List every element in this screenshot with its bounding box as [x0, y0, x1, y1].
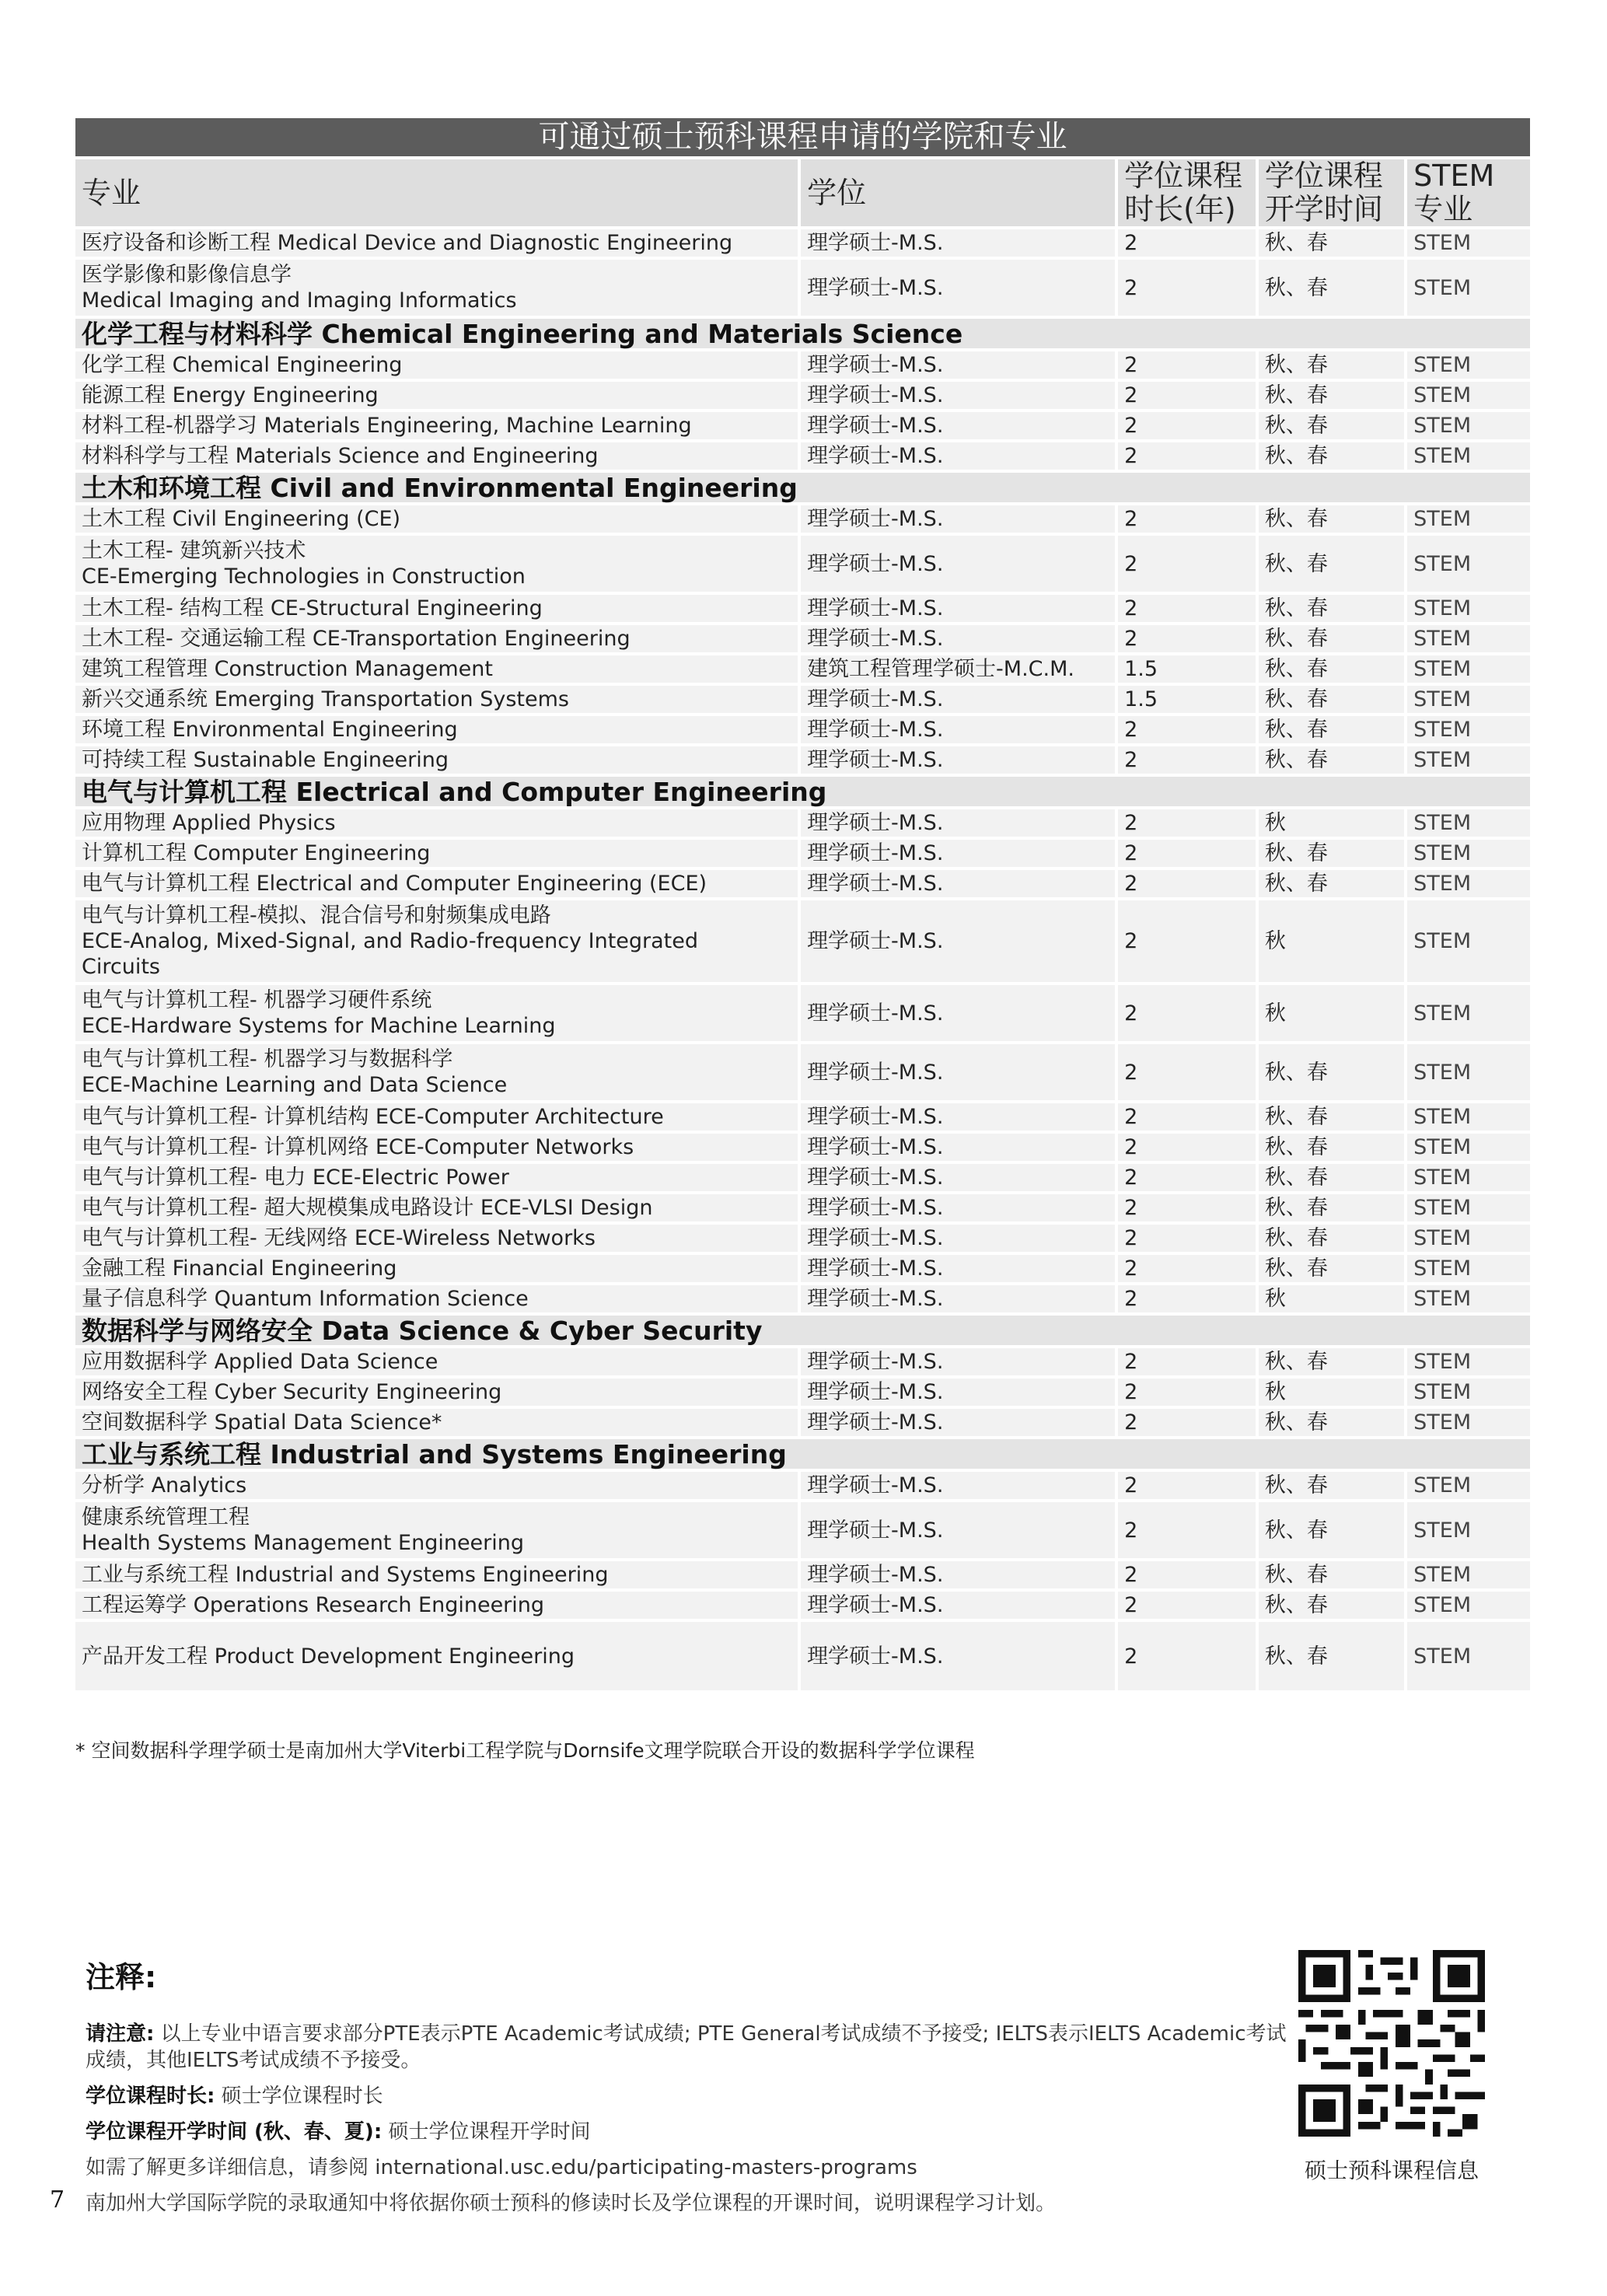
table-header-row: [75, 159, 1530, 226]
major-line: 应用物理 Applied Physics: [82, 811, 336, 835]
cell-degree: 理学硕士-M.S.: [801, 746, 1115, 774]
note-term: 学位课程开学时间 (秋、春、夏): 硕士学位课程开学时间: [86, 2120, 591, 2144]
cell-term: 秋、春: [1259, 1561, 1404, 1588]
table-row: [75, 1622, 1530, 1690]
cell-degree: 理学硕士-M.S.: [801, 1164, 1115, 1191]
category-title: 数据科学与网络安全 Data Science & Cyber Security: [75, 1316, 1530, 1345]
cell-degree: 理学硕士-M.S.: [801, 442, 1115, 470]
table-row: [75, 1379, 1530, 1406]
cell-stem: STEM: [1407, 536, 1530, 592]
cell-major: [75, 260, 798, 316]
table-title-row: [75, 118, 1530, 156]
cell-duration: 2: [1118, 1225, 1256, 1252]
category-title: 电气与计算机工程 Electrical and Computer Engineering: [75, 777, 1530, 806]
table-row: [75, 809, 1530, 837]
cell-stem: STEM: [1407, 1348, 1530, 1375]
cell-stem: STEM: [1407, 351, 1530, 379]
table-row: [75, 840, 1530, 867]
program-table: [72, 115, 1533, 1693]
cell-stem: STEM: [1407, 382, 1530, 409]
cell-term: 秋、春: [1259, 1255, 1404, 1282]
cell-term: 秋、春: [1259, 655, 1404, 683]
header-term: 学位课程 开学时间: [1259, 159, 1404, 226]
cell-stem: STEM: [1407, 1194, 1530, 1221]
major-line: 材料科学与工程 Materials Science and Engineering: [82, 444, 599, 468]
cell-degree: 理学硕士-M.S.: [801, 1502, 1115, 1558]
cell-major: [75, 442, 798, 470]
table-row: [75, 412, 1530, 439]
cell-duration: 2: [1118, 1409, 1256, 1436]
cell-major: [75, 1225, 798, 1252]
major-line: ECE-Hardware Systems for Machine Learning: [82, 1014, 556, 1038]
cell-major: [75, 351, 798, 379]
cell-stem: STEM: [1407, 1561, 1530, 1588]
cell-major: [75, 595, 798, 622]
cell-term: 秋、春: [1259, 351, 1404, 379]
major-line: 电气与计算机工程- 机器学习硬件系统: [82, 988, 432, 1012]
cell-duration: 2: [1118, 1044, 1256, 1100]
table-row: [75, 442, 1530, 470]
cell-duration: 1.5: [1118, 686, 1256, 713]
cell-major: [75, 655, 798, 683]
cell-major: [75, 1348, 798, 1375]
cell-duration: 2: [1118, 716, 1256, 743]
table-row: [75, 1194, 1530, 1221]
major-line: 电气与计算机工程 Electrical and Computer Engineering (ECE): [82, 872, 707, 896]
cell-term: 秋、春: [1259, 1194, 1404, 1221]
category-row: [75, 1316, 1530, 1345]
cell-degree: 理学硕士-M.S.: [801, 1561, 1115, 1588]
cell-degree: 理学硕士-M.S.: [801, 985, 1115, 1041]
table-row: [75, 536, 1530, 592]
cell-degree: 理学硕士-M.S.: [801, 1409, 1115, 1436]
cell-term: 秋、春: [1259, 595, 1404, 622]
cell-term: 秋、春: [1259, 625, 1404, 652]
cell-major: [75, 382, 798, 409]
cell-major: [75, 505, 798, 533]
cell-stem: STEM: [1407, 716, 1530, 743]
cell-duration: 2: [1118, 536, 1256, 592]
major-line: 电气与计算机工程- 超大规模集成电路设计 ECE-VLSI Design: [82, 1196, 653, 1220]
cell-term: 秋、春: [1259, 412, 1404, 439]
cell-duration: 2: [1118, 1194, 1256, 1221]
cell-stem: STEM: [1407, 1379, 1530, 1406]
major-line: 土木工程- 交通运输工程 CE-Transportation Engineering: [82, 627, 631, 651]
cell-degree: 理学硕士-M.S.: [801, 382, 1115, 409]
table-row: [75, 1255, 1530, 1282]
cell-duration: 2: [1118, 1561, 1256, 1588]
cell-duration: 2: [1118, 840, 1256, 867]
table-row: [75, 1561, 1530, 1588]
cell-major: [75, 900, 798, 982]
cell-major: [75, 1194, 798, 1221]
table-row: [75, 655, 1530, 683]
cell-major: [75, 625, 798, 652]
cell-duration: 2: [1118, 1622, 1256, 1690]
cell-major: [75, 536, 798, 592]
table-row: [75, 351, 1530, 379]
cell-term: 秋: [1259, 1379, 1404, 1406]
cell-duration: 2: [1118, 1379, 1256, 1406]
cell-major: [75, 1285, 798, 1312]
cell-major: [75, 412, 798, 439]
cell-major: [75, 1409, 798, 1436]
cell-degree: 理学硕士-M.S.: [801, 625, 1115, 652]
cell-duration: 2: [1118, 870, 1256, 897]
cell-duration: 2: [1118, 260, 1256, 316]
qr-code-icon[interactable]: [1298, 1950, 1485, 2137]
cell-stem: STEM: [1407, 746, 1530, 774]
cell-degree: 理学硕士-M.S.: [801, 1134, 1115, 1161]
cell-term: 秋、春: [1259, 1103, 1404, 1131]
major-line: 工业与系统工程 Industrial and Systems Engineering: [82, 1563, 609, 1587]
cell-stem: STEM: [1407, 1409, 1530, 1436]
major-line: ECE-Machine Learning and Data Science: [82, 1073, 508, 1097]
cell-duration: 2: [1118, 1134, 1256, 1161]
cell-stem: STEM: [1407, 442, 1530, 470]
cell-degree: 理学硕士-M.S.: [801, 1255, 1115, 1282]
cell-duration: 2: [1118, 442, 1256, 470]
cell-degree: 理学硕士-M.S.: [801, 1194, 1115, 1221]
cell-stem: STEM: [1407, 1622, 1530, 1690]
cell-degree: 理学硕士-M.S.: [801, 1225, 1115, 1252]
category-row: [75, 777, 1530, 806]
cell-duration: 2: [1118, 1285, 1256, 1312]
major-line: 电气与计算机工程- 计算机结构 ECE-Computer Architecture: [82, 1105, 664, 1129]
category-row: [75, 473, 1530, 502]
major-line: 网络安全工程 Cyber Security Engineering: [82, 1380, 502, 1404]
cell-major: [75, 870, 798, 897]
cell-degree: 理学硕士-M.S.: [801, 595, 1115, 622]
major-line: CE-Emerging Technologies in Construction: [82, 564, 526, 589]
cell-term: 秋、春: [1259, 229, 1404, 257]
cell-term: 秋、春: [1259, 1164, 1404, 1191]
major-line: 新兴交通系统 Emerging Transportation Systems: [82, 687, 569, 711]
major-line: 电气与计算机工程-模拟、混合信号和射频集成电路: [82, 903, 551, 928]
major-line: 金融工程 Financial Engineering: [82, 1256, 397, 1281]
table-row: [75, 1164, 1530, 1191]
cell-duration: 2: [1118, 746, 1256, 774]
cell-degree: 理学硕士-M.S.: [801, 536, 1115, 592]
cell-stem: STEM: [1407, 840, 1530, 867]
program-table-container: [75, 118, 1536, 1690]
cell-stem: STEM: [1407, 412, 1530, 439]
cell-stem: STEM: [1407, 1592, 1530, 1619]
cell-term: 秋、春: [1259, 382, 1404, 409]
cell-term: 秋、春: [1259, 870, 1404, 897]
table-row: [75, 1134, 1530, 1161]
major-line: ECE-Analog, Mixed-Signal, and Radio-frequency Integrated: [82, 929, 699, 953]
cell-stem: STEM: [1407, 686, 1530, 713]
major-line: 土木工程 Civil Engineering (CE): [82, 507, 401, 531]
major-line: 工程运筹学 Operations Research Engineering: [82, 1593, 545, 1617]
major-line: 材料工程-机器学习 Materials Engineering, Machine Learning: [82, 414, 692, 438]
cell-duration: 2: [1118, 1472, 1256, 1499]
cell-stem: STEM: [1407, 1285, 1530, 1312]
major-line: 土木工程- 结构工程 CE-Structural Engineering: [82, 596, 543, 620]
cell-degree: 理学硕士-M.S.: [801, 840, 1115, 867]
cell-term: 秋、春: [1259, 746, 1404, 774]
category-row: [75, 319, 1530, 348]
cell-duration: 2: [1118, 1502, 1256, 1558]
cell-stem: STEM: [1407, 809, 1530, 837]
cell-degree: 理学硕士-M.S.: [801, 809, 1115, 837]
cell-degree: 理学硕士-M.S.: [801, 1472, 1115, 1499]
major-line: 应用数据科学 Applied Data Science: [82, 1350, 438, 1374]
cell-duration: 2: [1118, 1592, 1256, 1619]
cell-term: 秋、春: [1259, 1622, 1404, 1690]
cell-term: 秋、春: [1259, 260, 1404, 316]
cell-stem: STEM: [1407, 1472, 1530, 1499]
cell-duration: 2: [1118, 1164, 1256, 1191]
cell-degree: 理学硕士-M.S.: [801, 1348, 1115, 1375]
cell-term: 秋、春: [1259, 716, 1404, 743]
cell-degree: 理学硕士-M.S.: [801, 1044, 1115, 1100]
major-line: 可持续工程 Sustainable Engineering: [82, 748, 449, 772]
cell-duration: 2: [1118, 1255, 1256, 1282]
header-stem: STEM 专业: [1407, 159, 1530, 226]
cell-stem: STEM: [1407, 260, 1530, 316]
cell-degree: 理学硕士-M.S.: [801, 716, 1115, 743]
cell-stem: STEM: [1407, 595, 1530, 622]
table-row: [75, 382, 1530, 409]
cell-term: 秋、春: [1259, 1044, 1404, 1100]
cell-term: 秋、春: [1259, 1502, 1404, 1558]
cell-major: [75, 1561, 798, 1588]
cell-degree: 理学硕士-M.S.: [801, 870, 1115, 897]
major-line: 量子信息科学 Quantum Information Science: [82, 1287, 529, 1311]
qr-caption: 硕士预科课程信息: [1304, 2158, 1479, 2183]
cell-major: [75, 1622, 798, 1690]
table-row: [75, 1409, 1530, 1436]
notes-title: 注释:: [86, 1960, 157, 1994]
cell-duration: 2: [1118, 351, 1256, 379]
table-row: [75, 1592, 1530, 1619]
major-line: Circuits: [82, 955, 160, 979]
major-line: 产品开发工程 Product Development Engineering: [82, 1644, 575, 1669]
major-line: 电气与计算机工程- 计算机网络 ECE-Computer Networks: [82, 1135, 634, 1159]
cell-term: 秋、春: [1259, 536, 1404, 592]
cell-stem: STEM: [1407, 870, 1530, 897]
cell-duration: 2: [1118, 229, 1256, 257]
major-line: 能源工程 Energy Engineering: [82, 383, 379, 407]
cell-degree: 理学硕士-M.S.: [801, 1379, 1115, 1406]
cell-term: 秋、春: [1259, 442, 1404, 470]
cell-term: 秋、春: [1259, 686, 1404, 713]
cell-degree: 理学硕士-M.S.: [801, 686, 1115, 713]
major-line: 电气与计算机工程- 机器学习与数据科学: [82, 1047, 453, 1071]
major-line: 空间数据科学 Spatial Data Science*: [82, 1410, 442, 1435]
cell-major: [75, 229, 798, 257]
cell-stem: STEM: [1407, 229, 1530, 257]
major-line: 环境工程 Environmental Engineering: [82, 718, 458, 742]
major-line: 土木工程- 建筑新兴技术: [82, 539, 306, 563]
cell-duration: 2: [1118, 595, 1256, 622]
cell-duration: 2: [1118, 625, 1256, 652]
cell-degree: 理学硕士-M.S.: [801, 1103, 1115, 1131]
cell-stem: STEM: [1407, 1044, 1530, 1100]
cell-degree: 理学硕士-M.S.: [801, 229, 1115, 257]
cell-degree: 理学硕士-M.S.: [801, 1285, 1115, 1312]
cell-term: 秋、春: [1259, 1409, 1404, 1436]
cell-major: [75, 716, 798, 743]
note-more-info: 如需了解更多详细信息，请参阅 international.usc.edu/participating-masters-programs: [86, 2156, 917, 2179]
table-row: [75, 746, 1530, 774]
major-line: 医学影像和影像信息学: [82, 263, 292, 287]
cell-duration: 2: [1118, 412, 1256, 439]
cell-degree: 理学硕士-M.S.: [801, 505, 1115, 533]
table-row: [75, 1044, 1530, 1100]
major-line: 建筑工程管理 Construction Management: [82, 657, 493, 681]
major-line: 电气与计算机工程- 电力 ECE-Electric Power: [82, 1165, 509, 1190]
cell-duration: 2: [1118, 900, 1256, 982]
table-row: [75, 686, 1530, 713]
cell-term: 秋、春: [1259, 505, 1404, 533]
note-please: 请注意: 以上专业中语言要求部分PTE表示PTE Academic考试成绩; PTE General考试成绩不予接受; IELTS表示IELTS Academic考试成绩，其他IELTS考试成绩不予接受。: [86, 2022, 1287, 2072]
major-line: 医疗设备和诊断工程 Medical Device and Diagnostic Engineering: [82, 231, 733, 255]
table-row: [75, 1472, 1530, 1499]
cell-term: 秋、春: [1259, 1348, 1404, 1375]
cell-duration: 2: [1118, 985, 1256, 1041]
footnote: * 空间数据科学理学硕士是南加州大学Viterbi工程学院与Dornsife文理学院联合开设的数据科学学位课程: [75, 1739, 975, 1762]
header-degree: 学位: [801, 159, 1115, 226]
table-row: [75, 595, 1530, 622]
cell-major: [75, 1379, 798, 1406]
cell-major: [75, 1044, 798, 1100]
table-row: [75, 229, 1530, 257]
cell-degree: 理学硕士-M.S.: [801, 412, 1115, 439]
cell-duration: 2: [1118, 809, 1256, 837]
cell-major: [75, 1164, 798, 1191]
cell-major: [75, 1103, 798, 1131]
table-row: [75, 1502, 1530, 1558]
cell-term: 秋、春: [1259, 1472, 1404, 1499]
cell-stem: STEM: [1407, 1225, 1530, 1252]
table-row: [75, 505, 1530, 533]
major-line: 分析学 Analytics: [82, 1473, 247, 1497]
cell-duration: 1.5: [1118, 655, 1256, 683]
cell-degree: 理学硕士-M.S.: [801, 351, 1115, 379]
cell-term: 秋: [1259, 1285, 1404, 1312]
cell-stem: STEM: [1407, 1255, 1530, 1282]
cell-degree: 理学硕士-M.S.: [801, 260, 1115, 316]
cell-term: 秋: [1259, 985, 1404, 1041]
page-number: 7: [50, 2186, 65, 2214]
cell-term: 秋: [1259, 809, 1404, 837]
major-line: Medical Imaging and Imaging Informatics: [82, 288, 517, 313]
header-duration: 学位课程 时长(年): [1118, 159, 1256, 226]
cell-term: 秋: [1259, 900, 1404, 982]
major-line: Health Systems Management Engineering: [82, 1531, 525, 1555]
cell-stem: STEM: [1407, 625, 1530, 652]
cell-term: 秋、春: [1259, 1134, 1404, 1161]
cell-duration: 2: [1118, 1103, 1256, 1131]
cell-major: [75, 840, 798, 867]
cell-major: [75, 746, 798, 774]
table-row: [75, 870, 1530, 897]
cell-stem: STEM: [1407, 1103, 1530, 1131]
cell-duration: 2: [1118, 505, 1256, 533]
cell-stem: STEM: [1407, 900, 1530, 982]
cell-degree: 理学硕士-M.S.: [801, 1622, 1115, 1690]
table-row: [75, 716, 1530, 743]
cell-stem: STEM: [1407, 985, 1530, 1041]
table-row: [75, 625, 1530, 652]
table-row: [75, 985, 1530, 1041]
cell-stem: STEM: [1407, 505, 1530, 533]
cell-term: 秋、春: [1259, 1592, 1404, 1619]
category-row: [75, 1439, 1530, 1469]
cell-degree: 理学硕士-M.S.: [801, 900, 1115, 982]
major-line: 健康系统管理工程: [82, 1505, 250, 1529]
cell-major: [75, 985, 798, 1041]
header-major: 专业: [75, 159, 798, 226]
cell-major: [75, 809, 798, 837]
cell-stem: STEM: [1407, 655, 1530, 683]
major-line: 电气与计算机工程- 无线网络 ECE-Wireless Networks: [82, 1226, 596, 1250]
table-row: [75, 260, 1530, 316]
note-duration: 学位课程时长: 硕士学位课程时长: [86, 2085, 383, 2108]
cell-degree: 建筑工程管理学硕士-M.C.M.: [801, 655, 1115, 683]
notes-section: [86, 1953, 1298, 2226]
cell-stem: STEM: [1407, 1164, 1530, 1191]
cell-stem: STEM: [1407, 1134, 1530, 1161]
table-row: [75, 1348, 1530, 1375]
cell-degree: 理学硕士-M.S.: [801, 1592, 1115, 1619]
table-title: 可通过硕士预科课程申请的学院和专业: [75, 118, 1530, 156]
table-row: [75, 1103, 1530, 1131]
cell-major: [75, 1472, 798, 1499]
cell-duration: 2: [1118, 1348, 1256, 1375]
cell-term: 秋、春: [1259, 840, 1404, 867]
cell-major: [75, 1592, 798, 1619]
major-line: 化学工程 Chemical Engineering: [82, 353, 403, 377]
cell-major: [75, 1134, 798, 1161]
category-title: 土木和环境工程 Civil and Environmental Engineering: [75, 473, 1530, 502]
cell-major: [75, 686, 798, 713]
cell-duration: 2: [1118, 382, 1256, 409]
table-row: [75, 1285, 1530, 1312]
cell-major: [75, 1502, 798, 1558]
table-row: [75, 1225, 1530, 1252]
cell-major: [75, 1255, 798, 1282]
cell-term: 秋、春: [1259, 1225, 1404, 1252]
major-line: 计算机工程 Computer Engineering: [82, 841, 431, 865]
cell-stem: STEM: [1407, 1502, 1530, 1558]
category-title: 化学工程与材料科学 Chemical Engineering and Materials Science: [75, 319, 1530, 348]
table-row: [75, 900, 1530, 982]
category-title: 工业与系统工程 Industrial and Systems Engineering: [75, 1439, 1530, 1469]
note-admission: 南加州大学国际学院的录取通知中将依据你硕士预科的修读时长及学位课程的开课时间，说明课程学习计划。: [86, 2192, 1057, 2215]
